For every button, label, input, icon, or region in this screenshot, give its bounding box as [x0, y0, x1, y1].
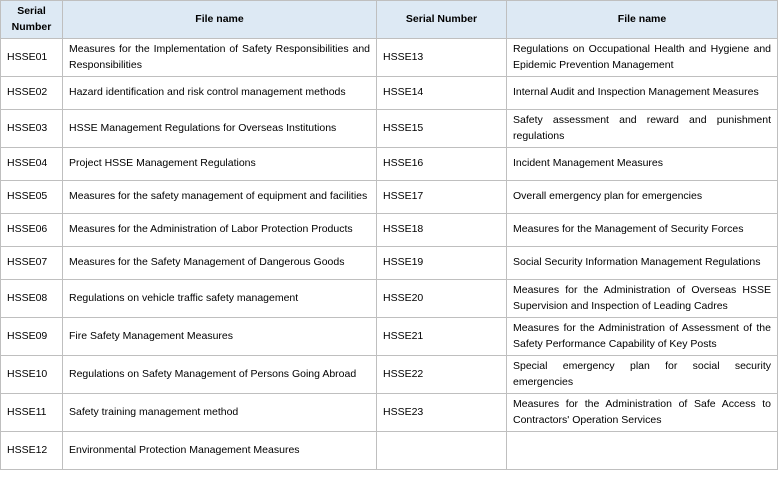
file-name-cell: [507, 432, 778, 470]
serial-number-cell: HSSE13: [377, 39, 507, 77]
table-row: [1, 318, 778, 356]
serial-number-cell: HSSE08: [1, 280, 63, 318]
file-name-cell: Measures for the Administration of Labor Protection Products: [63, 214, 377, 247]
file-name-cell: Safety assessment and reward and punishment regulations: [507, 110, 778, 148]
table-row: [1, 77, 778, 110]
file-name-cell: Overall emergency plan for emergencies: [507, 181, 778, 214]
serial-number-cell: HSSE15: [377, 110, 507, 148]
table-row: [1, 181, 778, 214]
file-name-cell: Regulations on vehicle traffic safety management: [63, 280, 377, 318]
serial-number-cell: HSSE16: [377, 148, 507, 181]
file-name-cell: Measures for the Administration of Assessment of the Safety Performance Capability of Key Posts: [507, 318, 778, 356]
table-row: [1, 394, 778, 432]
file-name-cell: Measures for the safety management of equipment and facilities: [63, 181, 377, 214]
file-name-cell: Special emergency plan for social security emergencies: [507, 356, 778, 394]
file-name-cell: HSSE Management Regulations for Overseas Institutions: [63, 110, 377, 148]
serial-number-cell: HSSE10: [1, 356, 63, 394]
serial-number-cell: HSSE07: [1, 247, 63, 280]
serial-number-cell: HSSE18: [377, 214, 507, 247]
serial-number-cell: HSSE20: [377, 280, 507, 318]
header-file-name-left: File name: [63, 1, 377, 39]
serial-number-cell: HSSE04: [1, 148, 63, 181]
header-serial-number-left: Serial Number: [1, 1, 63, 39]
serial-number-cell: HSSE14: [377, 77, 507, 110]
serial-number-cell: HSSE03: [1, 110, 63, 148]
file-name-cell: Social Security Information Management Regulations: [507, 247, 778, 280]
table-row: [1, 214, 778, 247]
serial-number-cell: HSSE22: [377, 356, 507, 394]
serial-number-cell: HSSE23: [377, 394, 507, 432]
file-name-cell: Regulations on Occupational Health and Hygiene and Epidemic Prevention Management: [507, 39, 778, 77]
file-name-cell: Internal Audit and Inspection Management Measures: [507, 77, 778, 110]
serial-number-cell: HSSE09: [1, 318, 63, 356]
serial-number-cell: HSSE19: [377, 247, 507, 280]
file-name-cell: Environmental Protection Management Measures: [63, 432, 377, 470]
file-name-cell: Measures for the Implementation of Safety Responsibilities and Responsibilities: [63, 39, 377, 77]
file-name-cell: Incident Management Measures: [507, 148, 778, 181]
file-name-cell: Fire Safety Management Measures: [63, 318, 377, 356]
file-name-cell: Project HSSE Management Regulations: [63, 148, 377, 181]
serial-number-cell: HSSE17: [377, 181, 507, 214]
serial-number-cell: [377, 432, 507, 470]
table-row: [1, 432, 778, 470]
serial-number-cell: HSSE11: [1, 394, 63, 432]
serial-number-cell: HSSE12: [1, 432, 63, 470]
header-serial-number-right: Serial Number: [377, 1, 507, 39]
serial-number-cell: HSSE06: [1, 214, 63, 247]
table-row: [1, 110, 778, 148]
file-name-cell: Measures for the Management of Security Forces: [507, 214, 778, 247]
table-header-row: [1, 1, 778, 39]
file-name-cell: Regulations on Safety Management of Persons Going Abroad: [63, 356, 377, 394]
file-name-cell: Measures for the Administration of Overseas HSSE Supervision and Inspection of Leading Cadres: [507, 280, 778, 318]
file-name-cell: Measures for the Safety Management of Dangerous Goods: [63, 247, 377, 280]
table-row: [1, 39, 778, 77]
file-name-cell: Measures for the Administration of Safe Access to Contractors' Operation Services: [507, 394, 778, 432]
table-row: [1, 148, 778, 181]
table-row: [1, 356, 778, 394]
file-name-cell: Hazard identification and risk control management methods: [63, 77, 377, 110]
serial-number-cell: HSSE05: [1, 181, 63, 214]
table-row: [1, 280, 778, 318]
serial-number-cell: HSSE02: [1, 77, 63, 110]
serial-number-cell: HSSE01: [1, 39, 63, 77]
serial-number-cell: HSSE21: [377, 318, 507, 356]
table-row: [1, 247, 778, 280]
file-name-cell: Safety training management method: [63, 394, 377, 432]
header-file-name-right: File name: [507, 1, 778, 39]
